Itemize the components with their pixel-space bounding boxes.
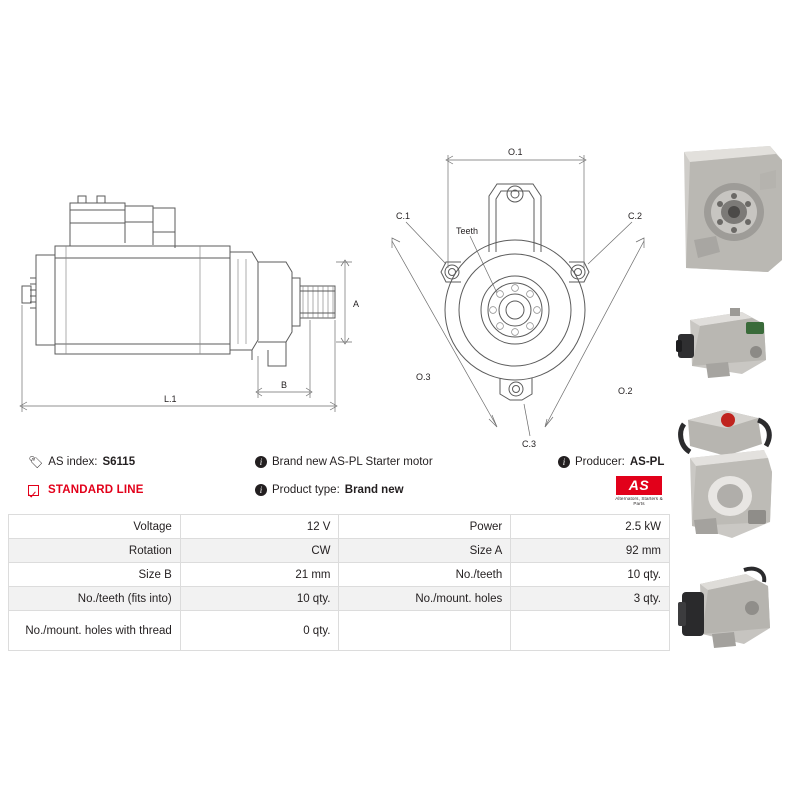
spec-key: No./mount. holes with thread	[9, 611, 181, 651]
starter-photo-rear-view[interactable]	[672, 558, 790, 668]
product-photo-gallery	[672, 140, 792, 674]
drawing-svg	[0, 0, 680, 450]
dim-label-c2: C.2	[628, 211, 643, 221]
description-row	[255, 452, 433, 472]
spec-key: Power	[339, 515, 511, 539]
product-type-value: Brand new	[344, 484, 404, 496]
dim-label-teeth: Teeth	[456, 226, 479, 236]
product-type-row	[255, 480, 433, 500]
product-info-bar	[10, 452, 670, 504]
standard-line-label: STANDARD LINE	[48, 484, 144, 496]
info-icon: i	[255, 456, 267, 468]
spec-key: Size B	[9, 563, 181, 587]
spec-value: 2.5 kW	[511, 515, 670, 539]
brand-tagline: Alternators, Starters & Parts	[615, 496, 663, 506]
dim-label-o1: O.1	[508, 147, 523, 157]
brand-logo	[611, 476, 667, 506]
starter-photo-side-view[interactable]	[672, 286, 790, 396]
brand-logo-mark: AS	[616, 476, 662, 495]
specifications-table	[8, 514, 670, 651]
spec-value: CW	[180, 539, 339, 563]
spec-value-empty	[511, 611, 670, 651]
info-col-description	[255, 452, 433, 500]
table-row	[9, 563, 670, 587]
spec-value: 3 qty.	[511, 587, 670, 611]
spec-key: Rotation	[9, 539, 181, 563]
side-view-drawing	[20, 196, 359, 412]
checkbox-checked-icon	[28, 485, 39, 496]
info-icon: i	[558, 456, 570, 468]
starter-photo-angled-view[interactable]	[672, 402, 790, 552]
spec-value: 12 V	[180, 515, 339, 539]
table-row	[9, 611, 670, 651]
producer-value: AS-PL	[629, 456, 665, 468]
table-row	[9, 539, 670, 563]
as-index-value: S6115	[102, 456, 136, 468]
spec-key: No./teeth (fits into)	[9, 587, 181, 611]
dim-label-a: A	[353, 299, 360, 309]
as-index-label: AS index:	[48, 456, 98, 468]
spec-value: 21 mm	[180, 563, 339, 587]
table-row	[9, 515, 670, 539]
spec-value: 10 qty.	[180, 587, 339, 611]
info-col-producer	[558, 452, 664, 472]
product-type-label: Product type:	[272, 484, 340, 496]
spec-key: Size A	[339, 539, 511, 563]
standard-line-row	[28, 480, 144, 500]
info-icon: i	[255, 484, 267, 496]
spec-key-empty	[339, 611, 511, 651]
dim-label-o3: O.3	[416, 372, 431, 382]
table-row	[9, 587, 670, 611]
spec-key: Voltage	[9, 515, 181, 539]
front-view-drawing	[392, 147, 644, 449]
spec-value: 10 qty.	[511, 563, 670, 587]
dim-label-c1: C.1	[396, 211, 411, 221]
dim-label-l1: L.1	[164, 394, 177, 404]
dim-label-o2: O.2	[618, 386, 633, 396]
spec-value: 0 qty.	[180, 611, 339, 651]
spec-value: 92 mm	[511, 539, 670, 563]
dim-label-b: B	[281, 380, 288, 390]
starter-photo-front-view[interactable]	[672, 140, 790, 280]
as-index-row	[28, 452, 144, 472]
tag-icon: 🏷	[28, 455, 44, 469]
spec-key: No./mount. holes	[339, 587, 511, 611]
producer-label: Producer:	[575, 456, 625, 468]
spec-key: No./teeth	[339, 563, 511, 587]
info-col-index	[28, 452, 144, 500]
product-description: Brand new AS-PL Starter motor	[272, 456, 433, 468]
dim-label-c3: C.3	[522, 439, 537, 449]
producer-row	[558, 452, 664, 472]
